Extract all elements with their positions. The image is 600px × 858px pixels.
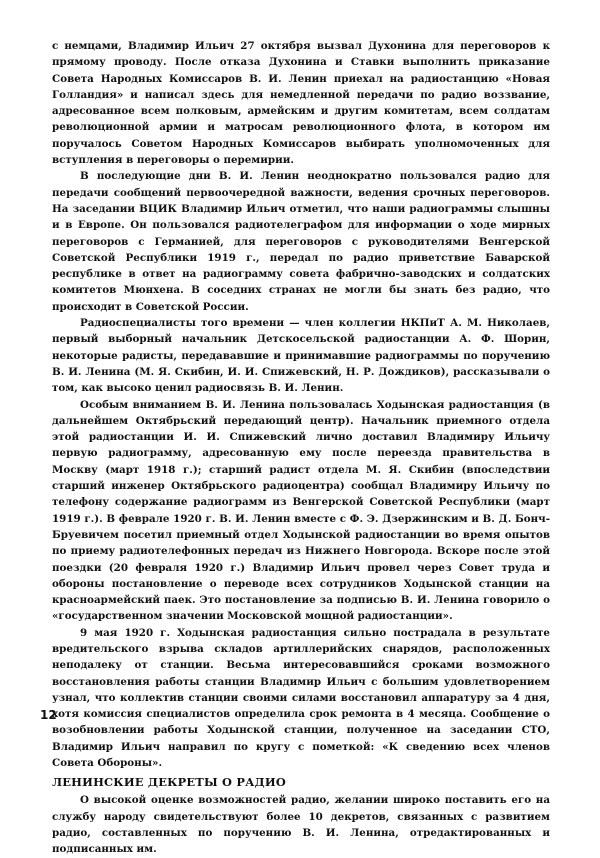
paragraph-2: В последующие дни В. И. Ленин неоднократно пользовался радио для передачи сообщений первоочередной важности, ведения срочных переговоров. На заседании ВЦИК Владимир Ильич отметил, что наши радиограммы слышны и в Европе. Он пользовался радиотелеграфом для информации о ходе мирных переговоров с Германией, для переговоров с руководителями Венгерской Советской Республики 1919 г., передал по радио приветствие Баварской республике в ответ на радиограмму совета фабрично-заводских и солдатских комитетов Мюнхена. В соседних странах не могли бы знать без радио, что происходит в Советской России. <box>52 170 550 313</box>
paragraph-1: с немцами, Владимир Ильич 27 октября вызвал Духонина для переговоров к прямому проводу. После отказа Духонина и Ставки выполнить приказание Совета Народных Комиссаров В. И. Ленин приехал на радиостанцию «Новая Голландия» и написал здесь для немедленной передачи по радио воззвание, адресованное всем полковым, армейским и другим комитетам, всем солдатам революционной армии и матросам революционного флота, в котором им поручалось Советом Народных Комиссаров выбирать уполномоченных для вступления в переговоры о перемирии. <box>52 40 550 167</box>
paragraph-3: Радиоспециалисты того времени — член коллегии НКПиТ А. М. Николаев, первый выборный начальник Детскосельской радиостанции А. Ф. Шорин, некоторые радисты, передававшие и принимавшие радиограммы по поручению В. И. Ленина (М. Я. Скибин, И. И. Спижевский, Н. Р. Дождиков), рассказывали о том, как высоко ценил радиосвязь В. И. Ленин. <box>52 317 550 395</box>
page-body <box>52 38 550 858</box>
closing-paragraph: О высокой оценке возможностей радио, желании широко поставить его на службу народу свидетельствуют более 10 декретов, связанных с развитием радио, составленных по поручению В. И. Ленина, отредактированных и подписанных им. <box>52 794 550 856</box>
paragraph-4: Особым вниманием В. И. Ленина пользовалась Ходынская радиостанция (в дальнейшем Октябрьский передающий центр). Начальник приемного отдела этой радиостанции И. И. Спижевский лично доставил Владимиру Ильичу первую радиограмму, адресованную ему после переезда правительства в Москву (март 1918 г.); старший радист отдела М. Я. Скибин (впоследствии старший инженер Октябрьского радиоцентра) сообщал Владимиру Ильичу по телефону содержание радиограмм из Венгерской Советской Республики (март 1919 г.). В феврале 1920 г. В. И. Ленин вместе с Ф. Э. Дзержинским и В. Д. Бонч-Бруевичем посетил приемный отдел Ходынской радиостанции во время опытов по приему радиотелефонных передач из Нижнего Новгорода. Вскоре после этой поездки (20 февраля 1920 г.) Владимир Ильич провел через Совет труда и обороны постановление о переводе всех сотрудников Ходынской станции на красноармейский паек. Это постановление за подписью В. И. Ленина говорило о «государственном значении Московской мощной радиостанции». <box>52 398 550 623</box>
section-heading: ЛЕНИНСКИЕ ДЕКРЕТЫ О РАДИО <box>52 775 286 790</box>
page-number: 12 <box>40 708 57 722</box>
paragraph-5: 9 мая 1920 г. Ходынская радиостанция сильно пострадала в результате вредительского взрыва складов артиллерийских снарядов, расположенных неподалеку от станции. Весьма интересовавшийся сроками возможного восстановления работы станции Владимир Ильич с большим удовлетворением узнал, что коллектив станции своими силами восстановил аппаратуру за 4 дня, хотя комиссия специалистов определила срок ремонта в 4 месяца. Сообщение о возобновлении работы Ходынской станции, полученное на заседании СТО, Владимир Ильич направил по кругу с пометкой: «К сведению всех членов Совета Обороны». <box>52 626 550 770</box>
